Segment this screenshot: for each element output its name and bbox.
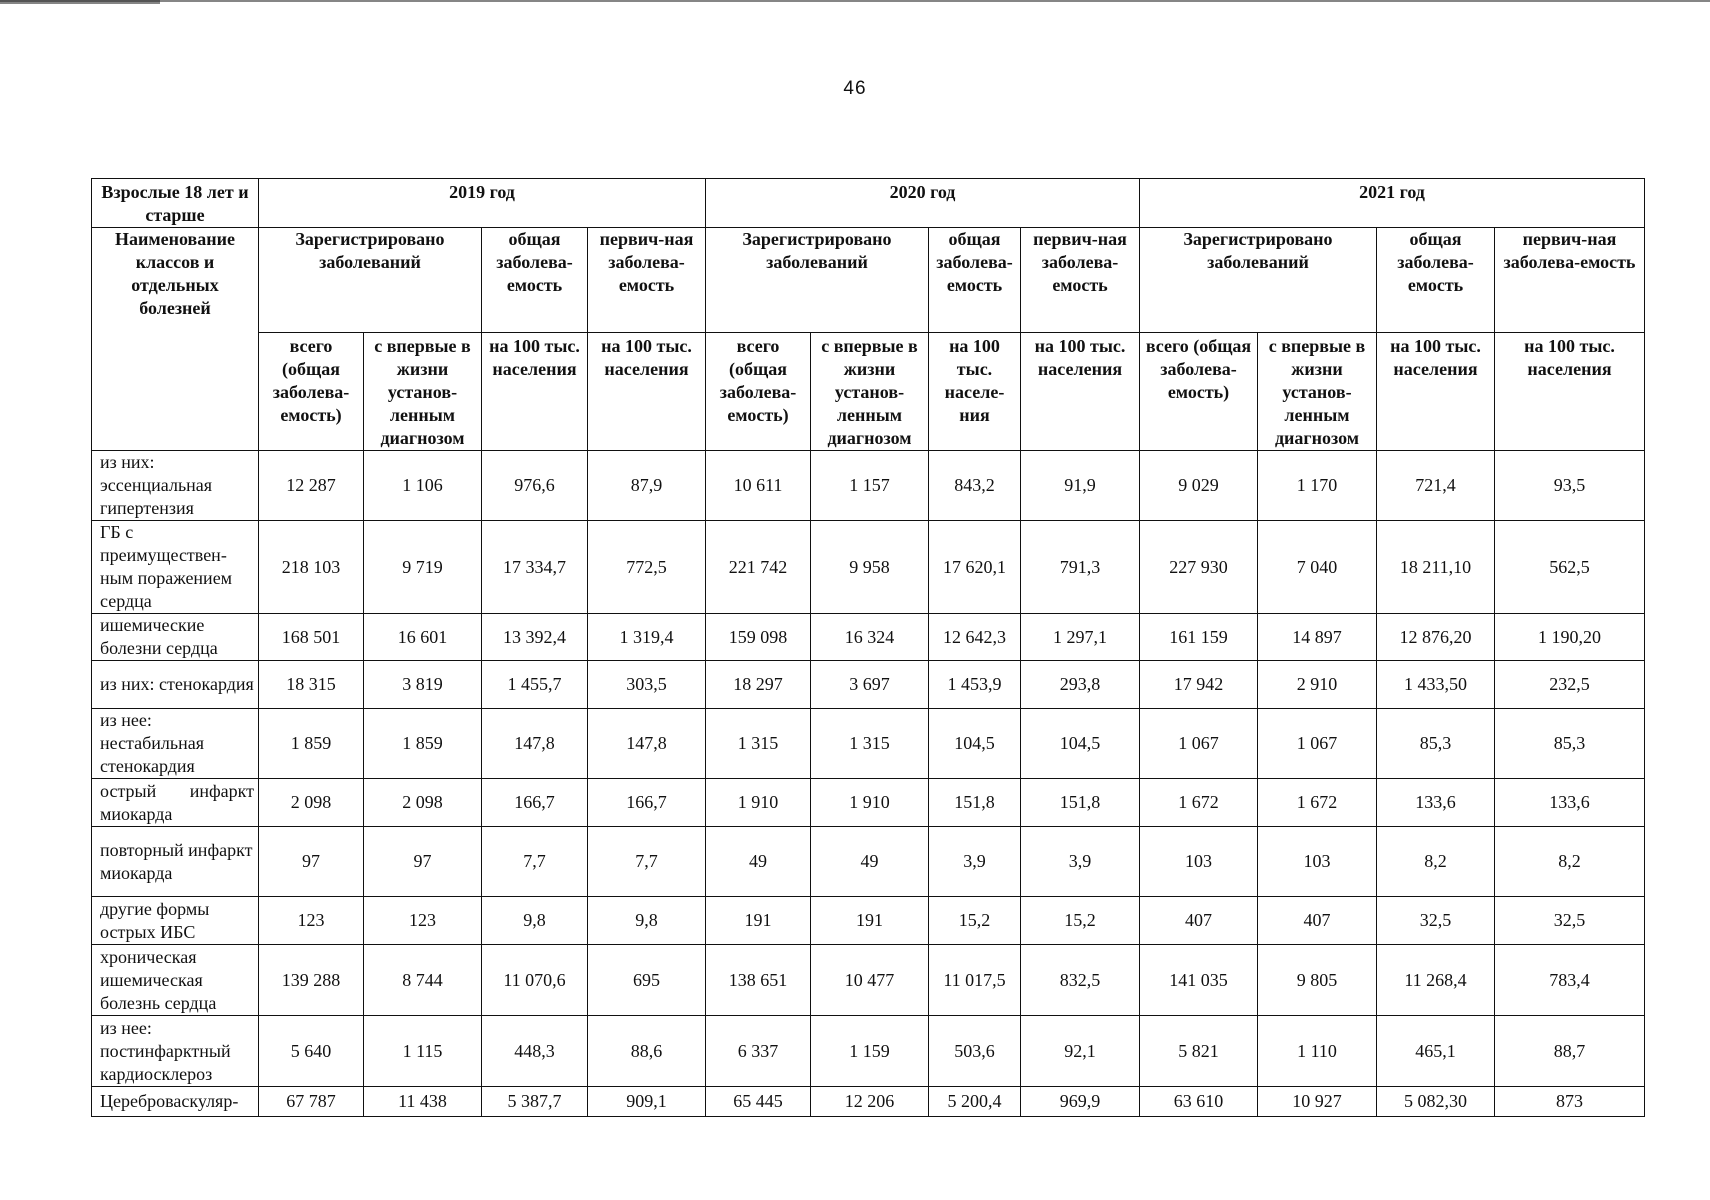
table-row (92, 779, 1645, 827)
cell-value: 1 910 (706, 779, 811, 827)
cell-value: 9 958 (811, 521, 929, 614)
cell-value: 166,7 (588, 779, 706, 827)
cell-value: 503,6 (929, 1016, 1021, 1087)
cell-value: 18 211,10 (1377, 521, 1495, 614)
cell-value: 1 319,4 (588, 614, 706, 661)
per100k-primary-header-2019: на 100 тыс. населения (588, 333, 706, 451)
cell-value: 7,7 (588, 827, 706, 897)
cell-value: 10 927 (1258, 1087, 1377, 1117)
cell-value: 191 (706, 897, 811, 945)
cell-value: 221 742 (706, 521, 811, 614)
cell-value: 832,5 (1021, 945, 1140, 1016)
cell-value: 1 190,20 (1495, 614, 1645, 661)
primary-header-2019: первич-ная заболева-емость (588, 228, 706, 333)
cell-value: 5 387,7 (482, 1087, 588, 1117)
cell-value: 85,3 (1377, 709, 1495, 779)
per100k-primary-header-2020: на 100 тыс. населения (1021, 333, 1140, 451)
scan-edge (0, 0, 1710, 2)
disease-name: ишемические болезни сердца (92, 614, 259, 661)
cell-value: 407 (1258, 897, 1377, 945)
cell-value: 93,5 (1495, 451, 1645, 521)
cell-value: 1 859 (364, 709, 482, 779)
disease-name: из них: стенокардия (92, 661, 259, 709)
year-header-2019: 2019 год (259, 179, 706, 228)
table-row (92, 827, 1645, 897)
cell-value: 232,5 (1495, 661, 1645, 709)
cell-value: 88,7 (1495, 1016, 1645, 1087)
cell-value: 16 601 (364, 614, 482, 661)
cell-value: 123 (364, 897, 482, 945)
cell-value: 976,6 (482, 451, 588, 521)
cell-value: 721,4 (1377, 451, 1495, 521)
cell-value: 1 315 (706, 709, 811, 779)
cell-value: 65 445 (706, 1087, 811, 1117)
year-header-2020: 2020 год (706, 179, 1140, 228)
cell-value: 1 170 (1258, 451, 1377, 521)
cell-value: 9 805 (1258, 945, 1377, 1016)
cell-value: 5 200,4 (929, 1087, 1021, 1117)
cell-value: 88,6 (588, 1016, 706, 1087)
cell-value: 772,5 (588, 521, 706, 614)
cell-value: 138 651 (706, 945, 811, 1016)
cell-value: 5 082,30 (1377, 1087, 1495, 1117)
table-row (92, 661, 1645, 709)
cell-value: 91,9 (1021, 451, 1140, 521)
total-header-2021: всего (общая заболева-емость) (1140, 333, 1258, 451)
cell-value: 147,8 (482, 709, 588, 779)
cell-value: 10 611 (706, 451, 811, 521)
cell-value: 123 (259, 897, 364, 945)
cell-value: 133,6 (1495, 779, 1645, 827)
cell-value: 103 (1258, 827, 1377, 897)
cell-value: 63 610 (1140, 1087, 1258, 1117)
cell-value: 11 438 (364, 1087, 482, 1117)
cell-value: 151,8 (1021, 779, 1140, 827)
cell-value: 103 (1140, 827, 1258, 897)
disease-name: из нее: постинфарктный кардиосклероз (92, 1016, 259, 1087)
cell-value: 16 324 (811, 614, 929, 661)
disease-name: острый инфаркт миокарда (92, 779, 259, 827)
cell-value: 12 876,20 (1377, 614, 1495, 661)
table-row (92, 945, 1645, 1016)
cell-value: 161 159 (1140, 614, 1258, 661)
cell-value: 1 672 (1258, 779, 1377, 827)
cell-value: 9,8 (588, 897, 706, 945)
cell-value: 133,6 (1377, 779, 1495, 827)
cell-value: 87,9 (588, 451, 706, 521)
general-header-2021: общая заболева-емость (1377, 228, 1495, 333)
disease-name: ГБ с преимуществен-ным поражением сердца (92, 521, 259, 614)
cell-value: 562,5 (1495, 521, 1645, 614)
cell-value: 141 035 (1140, 945, 1258, 1016)
cell-value: 17 942 (1140, 661, 1258, 709)
cell-value: 1 157 (811, 451, 929, 521)
cell-value: 97 (364, 827, 482, 897)
cell-value: 32,5 (1495, 897, 1645, 945)
cell-value: 5 640 (259, 1016, 364, 1087)
cell-value: 218 103 (259, 521, 364, 614)
year-header-2021: 2021 год (1140, 179, 1645, 228)
cell-value: 15,2 (1021, 897, 1140, 945)
cell-value: 11 268,4 (1377, 945, 1495, 1016)
cell-value: 11 017,5 (929, 945, 1021, 1016)
cell-value: 448,3 (482, 1016, 588, 1087)
cell-value: 465,1 (1377, 1016, 1495, 1087)
table-row (92, 614, 1645, 661)
per100k-general-header-2021: на 100 тыс. населения (1377, 333, 1495, 451)
cell-value: 1 067 (1258, 709, 1377, 779)
cell-value: 407 (1140, 897, 1258, 945)
cell-value: 9 029 (1140, 451, 1258, 521)
page-number: 46 (843, 78, 867, 99)
cell-value: 49 (811, 827, 929, 897)
cell-value: 97 (259, 827, 364, 897)
cell-value: 49 (706, 827, 811, 897)
cell-value: 3,9 (929, 827, 1021, 897)
total-header-2019: всего (общая заболева-емость) (259, 333, 364, 451)
cell-value: 17 334,7 (482, 521, 588, 614)
cell-value: 92,1 (1021, 1016, 1140, 1087)
cell-value: 695 (588, 945, 706, 1016)
cell-value: 13 392,4 (482, 614, 588, 661)
cell-value: 1 910 (811, 779, 929, 827)
primary-header-2021: первич-ная заболева-емость (1495, 228, 1645, 333)
cell-value: 12 287 (259, 451, 364, 521)
cell-value: 8 744 (364, 945, 482, 1016)
primary-header-2020: первич-ная заболева-емость (1021, 228, 1140, 333)
cell-value: 85,3 (1495, 709, 1645, 779)
first-time-header-2020: с впервые в жизни установ-ленным диагнозом (811, 333, 929, 451)
cell-value: 2 098 (364, 779, 482, 827)
cell-value: 293,8 (1021, 661, 1140, 709)
disease-name: хроническая ишемическая болезнь сердца (92, 945, 259, 1016)
cell-value: 9,8 (482, 897, 588, 945)
cell-value: 1 110 (1258, 1016, 1377, 1087)
per100k-general-header-2020: на 100 тыс. населе-ния (929, 333, 1021, 451)
cell-value: 909,1 (588, 1087, 706, 1117)
table-row (92, 451, 1645, 521)
cell-value: 11 070,6 (482, 945, 588, 1016)
cell-value: 1 315 (811, 709, 929, 779)
total-header-2020: всего (общая заболева-емость) (706, 333, 811, 451)
cell-value: 303,5 (588, 661, 706, 709)
cell-value: 14 897 (1258, 614, 1377, 661)
cell-value: 166,7 (482, 779, 588, 827)
cell-value: 1 106 (364, 451, 482, 521)
general-header-2020: общая заболева-емость (929, 228, 1021, 333)
corner-top-header: Взрослые 18 лет и старше (92, 179, 259, 228)
cell-value: 1 455,7 (482, 661, 588, 709)
cell-value: 791,3 (1021, 521, 1140, 614)
cell-value: 12 206 (811, 1087, 929, 1117)
cell-value: 15,2 (929, 897, 1021, 945)
cell-value: 1 433,50 (1377, 661, 1495, 709)
cell-value: 1 115 (364, 1016, 482, 1087)
cell-value: 5 821 (1140, 1016, 1258, 1087)
cell-value: 873 (1495, 1087, 1645, 1117)
cell-value: 2 910 (1258, 661, 1377, 709)
disease-name-header: Наименование классов и отдельных болезней (92, 228, 259, 451)
cell-value: 17 620,1 (929, 521, 1021, 614)
cell-value: 8,2 (1377, 827, 1495, 897)
cell-value: 104,5 (1021, 709, 1140, 779)
disease-name: другие формы острых ИБС (92, 897, 259, 945)
cell-value: 32,5 (1377, 897, 1495, 945)
table-row (92, 1016, 1645, 1087)
cell-value: 18 315 (259, 661, 364, 709)
table-row (92, 709, 1645, 779)
cell-value: 7,7 (482, 827, 588, 897)
cell-value: 227 930 (1140, 521, 1258, 614)
cell-value: 783,4 (1495, 945, 1645, 1016)
cell-value: 2 098 (259, 779, 364, 827)
disease-name: повторный инфаркт миокарда (92, 827, 259, 897)
cell-value: 147,8 (588, 709, 706, 779)
cell-value: 1 859 (259, 709, 364, 779)
table-row (92, 521, 1645, 614)
general-header-2019: общая заболева-емость (482, 228, 588, 333)
cell-value: 843,2 (929, 451, 1021, 521)
cell-value: 3 697 (811, 661, 929, 709)
first-time-header-2019: с впервые в жизни установ-ленным диагнозом (364, 333, 482, 451)
cell-value: 3 819 (364, 661, 482, 709)
per100k-primary-header-2021: на 100 тыс. населения (1495, 333, 1645, 451)
cell-value: 3,9 (1021, 827, 1140, 897)
registered-header-2020: Зарегистрировано заболеваний (706, 228, 929, 333)
cell-value: 9 719 (364, 521, 482, 614)
cell-value: 10 477 (811, 945, 929, 1016)
disease-name: из них: эссенциальная гипертензия (92, 451, 259, 521)
cell-value: 1 067 (1140, 709, 1258, 779)
cell-value: 104,5 (929, 709, 1021, 779)
cell-value: 1 159 (811, 1016, 929, 1087)
first-time-header-2021: с впервые в жизни установ-ленным диагнозом (1258, 333, 1377, 451)
disease-name: Цереброваскуляр- (92, 1087, 259, 1117)
cell-value: 1 297,1 (1021, 614, 1140, 661)
per100k-general-header-2019: на 100 тыс. населения (482, 333, 588, 451)
cell-value: 168 501 (259, 614, 364, 661)
cell-value: 191 (811, 897, 929, 945)
cell-value: 12 642,3 (929, 614, 1021, 661)
disease-name: из нее: нестабильная стенокардия (92, 709, 259, 779)
morbidity-table (91, 178, 1645, 1117)
cell-value: 151,8 (929, 779, 1021, 827)
cell-value: 8,2 (1495, 827, 1645, 897)
table-row (92, 1087, 1645, 1117)
cell-value: 67 787 (259, 1087, 364, 1117)
registered-header-2021: Зарегистрировано заболеваний (1140, 228, 1377, 333)
cell-value: 6 337 (706, 1016, 811, 1087)
cell-value: 1 672 (1140, 779, 1258, 827)
cell-value: 1 453,9 (929, 661, 1021, 709)
registered-header-2019: Зарегистрировано заболеваний (259, 228, 482, 333)
cell-value: 18 297 (706, 661, 811, 709)
cell-value: 969,9 (1021, 1087, 1140, 1117)
cell-value: 7 040 (1258, 521, 1377, 614)
scan-edge-mark (0, 0, 160, 4)
table-row (92, 897, 1645, 945)
cell-value: 159 098 (706, 614, 811, 661)
cell-value: 139 288 (259, 945, 364, 1016)
